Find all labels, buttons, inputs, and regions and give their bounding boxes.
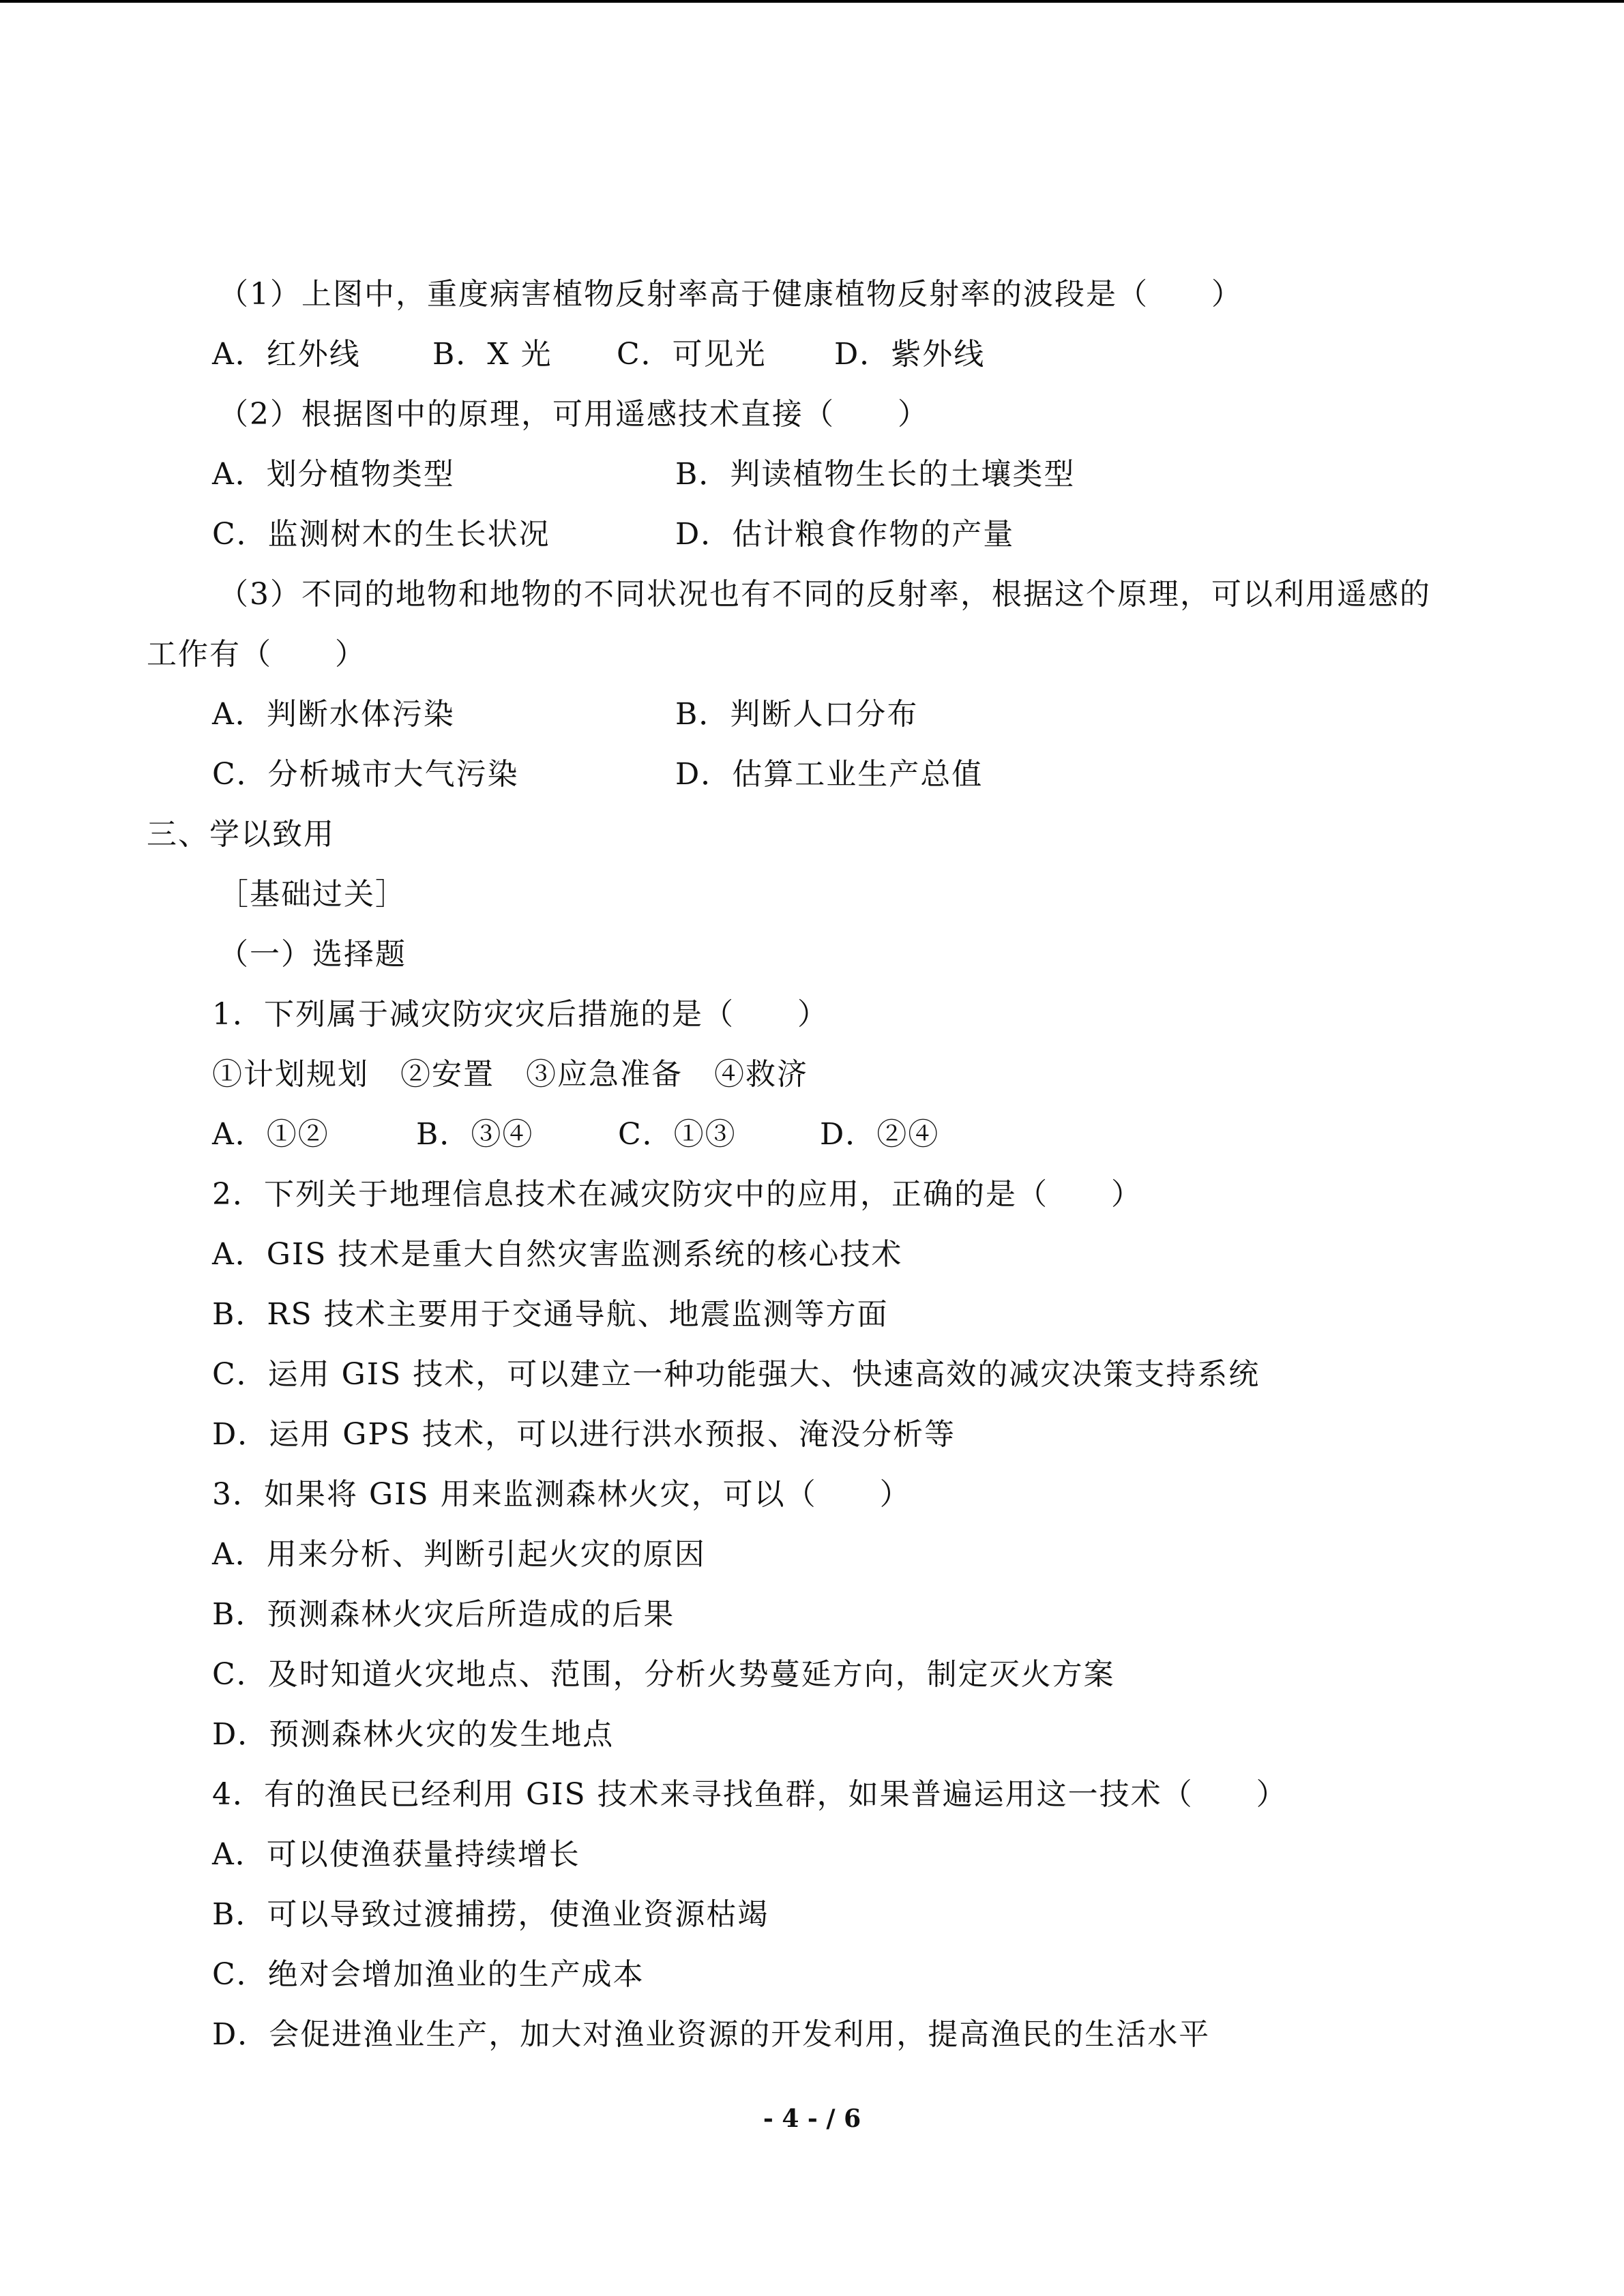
- option-c: C．可见光: [617, 337, 767, 372]
- question-3-stem: （3）不同的地物和地物的不同状况也有不同的反射率，根据这个原理，可以利用遥感的: [218, 577, 1431, 612]
- option-d: D．运用 GPS 技术，可以进行洪水预报、淹没分析等: [212, 1417, 956, 1452]
- question-1-stem: （1）上图中，重度病害植物反射率高于健康植物反射率的波段是（ ）: [218, 277, 1243, 312]
- question-1-options: [0, 1116, 1624, 1154]
- option-c: C．分析城市大气污染: [212, 757, 519, 792]
- question-4-stem: 4．有的渔民已经利用 GIS 技术来寻找鱼群，如果普遍运用这一技术（ ）: [212, 1777, 1288, 1812]
- option-b: B．X 光: [432, 337, 552, 372]
- question-2-stem: 2．下列关于地理信息技术在减灾防灾中的应用，正确的是（ ）: [212, 1177, 1142, 1212]
- option-b: B．预测森林火灾后所造成的后果: [212, 1597, 675, 1632]
- section-title: 三、学以致用: [147, 817, 335, 852]
- option-d: D．预测森林火灾的发生地点: [212, 1717, 615, 1752]
- option-b: B．判断人口分布: [675, 697, 919, 732]
- option-a: A．用来分析、判断引起火灾的原因: [212, 1537, 706, 1572]
- question-2-stem: （2）根据图中的原理，可用遥感技术直接（ ）: [218, 397, 929, 432]
- option-d: D．②④: [820, 1117, 940, 1152]
- option-a: A．判断水体污染: [212, 697, 455, 732]
- option-b: B．判读植物生长的土壤类型: [675, 457, 1076, 492]
- option-d: D．估算工业生产总值: [675, 757, 984, 792]
- option-a: A．红外线: [212, 337, 361, 372]
- part-title: （一）选择题: [218, 937, 407, 972]
- page-number: - 4 - / 6: [763, 2104, 861, 2133]
- option-c: C．绝对会增加渔业的生产成本: [212, 1957, 645, 1992]
- option-d: D．估计粮食作物的产量: [675, 517, 1015, 552]
- option-c: C．①③: [618, 1117, 737, 1152]
- option-a: A．GIS 技术是重大自然灾害监测系统的核心技术: [212, 1237, 903, 1272]
- top-border: [0, 0, 1624, 3]
- option-c: C．及时知道火灾地点、范围，分析火势蔓延方向，制定灭火方案: [212, 1657, 1115, 1692]
- subsection-title: ［基础过关］: [218, 877, 407, 912]
- question-3-stem: 3．如果将 GIS 用来监测森林火灾，可以（ ）: [212, 1477, 911, 1512]
- option-d: D．会促进渔业生产，加大对渔业资源的开发利用，提高渔民的生活水平: [212, 2017, 1211, 2052]
- option-a: A．①②: [212, 1117, 329, 1152]
- option-a: A．可以使渔获量持续增长: [212, 1837, 580, 1872]
- option-b: B．可以导致过渡捕捞，使渔业资源枯竭: [212, 1897, 769, 1932]
- option-b: B．RS 技术主要用于交通导航、地震监测等方面: [212, 1297, 889, 1332]
- question-3-stem-cont: 工作有（ ）: [147, 637, 366, 672]
- option-d: D．紫外线: [834, 337, 986, 372]
- question-1-items: ①计划规划 ②安置 ③应急准备 ④救济: [212, 1057, 808, 1092]
- question-1-options: [0, 336, 1624, 374]
- option-c: C．监测树木的生长状况: [212, 517, 550, 552]
- option-a: A．划分植物类型: [212, 457, 455, 492]
- option-b: B．③④: [416, 1117, 534, 1152]
- option-c: C．运用 GIS 技术，可以建立一种功能强大、快速高效的减灾决策支持系统: [212, 1357, 1260, 1392]
- question-1-stem: 1．下列属于减灾防灾灾后措施的是（ ）: [212, 997, 829, 1032]
